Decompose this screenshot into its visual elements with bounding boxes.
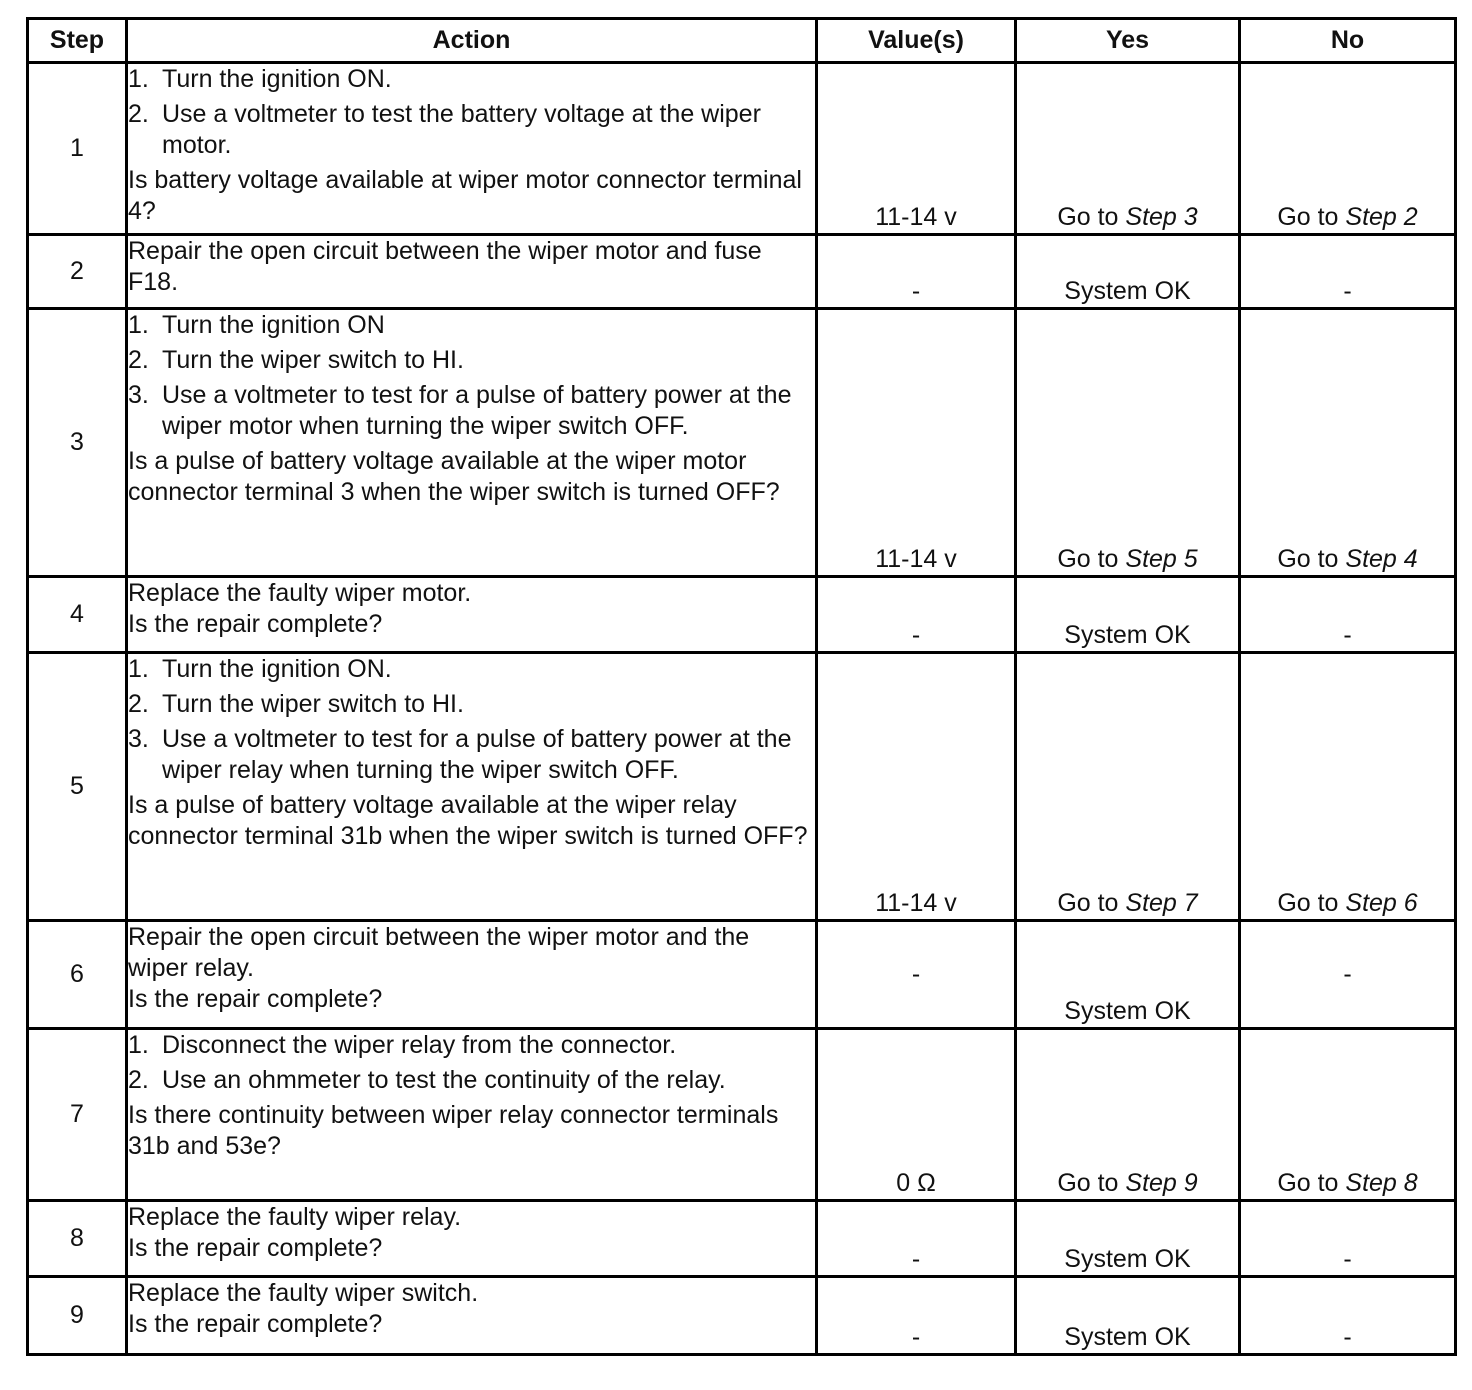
step-link: Step 7 [1125,889,1198,917]
value-cell: 11-14 v [817,653,1016,921]
no-cell: Go to Step 2 [1240,63,1456,235]
list-item: 1. Turn the ignition ON. [128,655,392,683]
question-text: Is a pulse of battery voltage available at the wiper relay connector terminal 31b when the wiper switch is turned OFF? [128,791,808,850]
header-row [28,19,1456,63]
value-cell: 0 Ω [817,1029,1016,1201]
no-cell: Go to Step 6 [1240,653,1456,921]
step-number: 7 [28,1029,127,1201]
value-cell: 11-14 v [817,309,1016,577]
step-link: Step 3 [1125,203,1198,231]
action-cell [127,235,817,309]
action-text: Replace the faulty wiper motor. [128,579,472,607]
table-row [28,235,1456,309]
value-cell: - [817,921,1016,1029]
step-number: 5 [28,653,127,921]
header-action: Action [127,19,817,63]
header-step: Step [28,19,127,63]
list-item: 2. Use a voltmeter to test the battery voltage at the wiper motor. [128,100,761,159]
action-cell [127,653,817,921]
action-cell [127,1277,817,1355]
step-link: Step 6 [1345,889,1418,917]
question-text: Is the repair complete? [128,610,383,638]
step-number: 4 [28,577,127,653]
list-item: 2. Use an ohmmeter to test the continuity of the relay. [128,1066,726,1094]
question-text: Is the repair complete? [128,985,383,1013]
action-cell [127,309,817,577]
step-link: Step 8 [1345,1169,1418,1197]
no-cell: - [1240,1201,1456,1277]
value-cell: - [817,577,1016,653]
list-item: 2. Turn the wiper switch to HI. [128,346,464,374]
step-number: 3 [28,309,127,577]
list-item: 1. Disconnect the wiper relay from the connector. [128,1031,677,1059]
list-item: 1. Turn the ignition ON [128,311,385,339]
list-item: 2. Turn the wiper switch to HI. [128,690,464,718]
yes-cell: System OK [1016,921,1240,1029]
value-cell: 11-14 v [817,63,1016,235]
table-row [28,1029,1456,1201]
yes-cell: Go to Step 7 [1016,653,1240,921]
value-cell: - [817,1201,1016,1277]
table-row [28,1277,1456,1355]
action-text: Repair the open circuit between the wiper motor and the wiper relay. [128,923,750,982]
question-text: Is battery voltage available at wiper motor connector terminal 4? [128,166,802,225]
yes-cell: System OK [1016,235,1240,309]
question-text: Is there continuity between wiper relay connector terminals 31b and 53e? [128,1101,779,1160]
value-cell: - [817,1277,1016,1355]
table-row [28,309,1456,577]
step-link: Step 5 [1125,545,1198,573]
no-cell: Go to Step 4 [1240,309,1456,577]
yes-cell: System OK [1016,577,1240,653]
action-cell [127,1201,817,1277]
header-values: Value(s) [817,19,1016,63]
action-cell [127,1029,817,1201]
action-cell [127,921,817,1029]
question-text: Is a pulse of battery voltage available at the wiper motor connector terminal 3 when the wiper switch is turned OFF? [128,447,780,506]
no-cell: - [1240,921,1456,1029]
list-item: 3. Use a voltmeter to test for a pulse of battery power at the wiper motor when turning the wiper switch OFF. [128,381,792,440]
action-text: Replace the faulty wiper switch. [128,1279,479,1307]
header-yes: Yes [1016,19,1240,63]
yes-cell: System OK [1016,1201,1240,1277]
step-link: Step 4 [1345,545,1418,573]
question-text: Is the repair complete? [128,1234,383,1262]
no-cell: Go to Step 8 [1240,1029,1456,1201]
step-number: 1 [28,63,127,235]
list-item: 1. Turn the ignition ON. [128,65,392,93]
yes-cell: Go to Step 9 [1016,1029,1240,1201]
step-number: 6 [28,921,127,1029]
yes-cell: Go to Step 5 [1016,309,1240,577]
step-number: 9 [28,1277,127,1355]
list-item: 3. Use a voltmeter to test for a pulse of battery power at the wiper relay when turning the wiper switch OFF. [128,725,792,784]
step-link: Step 9 [1125,1169,1198,1197]
step-link: Step 2 [1345,203,1418,231]
step-number: 8 [28,1201,127,1277]
no-cell: - [1240,1277,1456,1355]
no-cell: - [1240,235,1456,309]
action-cell [127,577,817,653]
yes-cell: Go to Step 3 [1016,63,1240,235]
yes-cell: System OK [1016,1277,1240,1355]
table-row [28,1201,1456,1277]
action-text: Replace the faulty wiper relay. [128,1203,462,1231]
step-number: 2 [28,235,127,309]
value-cell: - [817,235,1016,309]
table-row [28,653,1456,921]
question-text: Is the repair complete? [128,1310,383,1338]
header-no: No [1240,19,1456,63]
table-row [28,921,1456,1029]
diagnostic-table [26,17,1457,1356]
action-text: Repair the open circuit between the wiper motor and fuse F18. [128,237,762,296]
action-cell [127,63,817,235]
table-row [28,577,1456,653]
table-row [28,63,1456,235]
no-cell: - [1240,577,1456,653]
